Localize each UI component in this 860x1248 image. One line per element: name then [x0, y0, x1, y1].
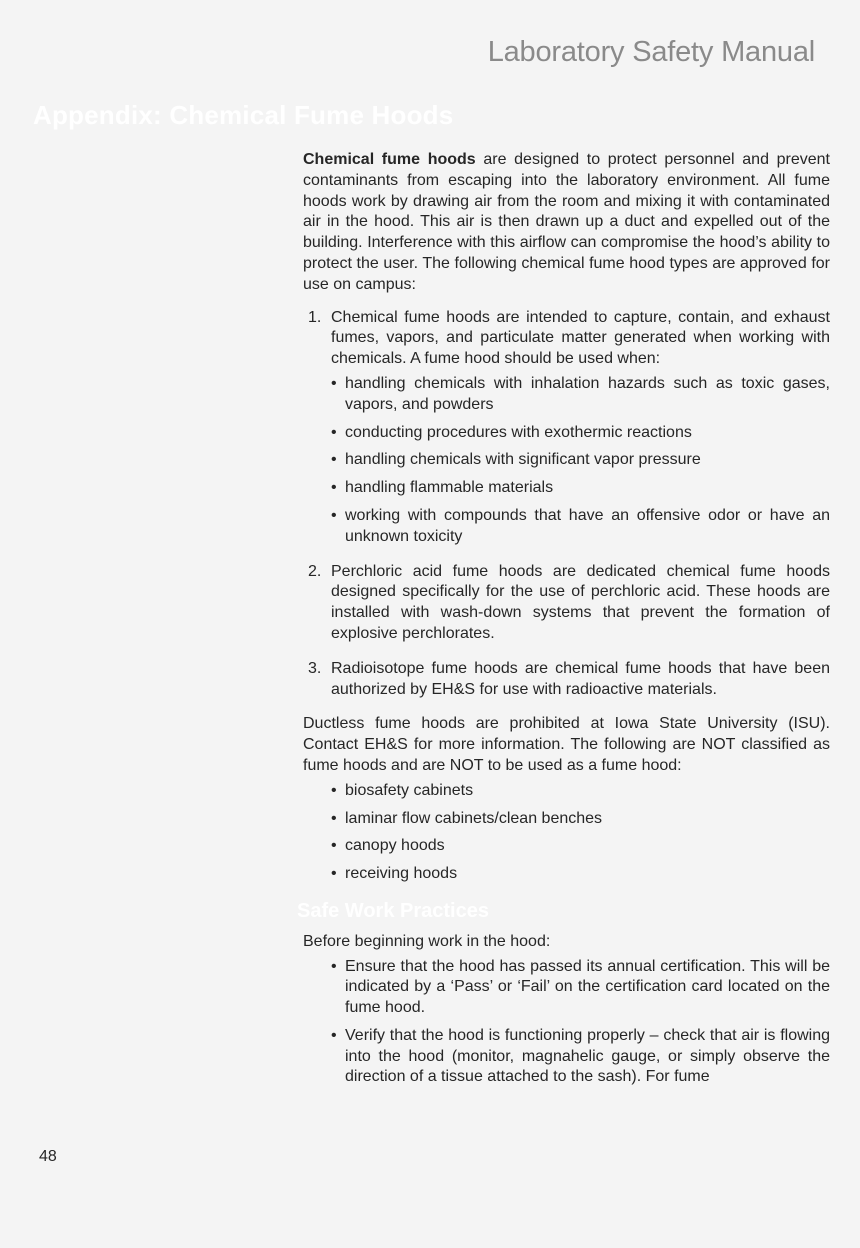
list-item — [331, 809, 830, 830]
list-item — [331, 478, 830, 499]
list-number: 3. — [308, 659, 322, 677]
bullet-icon: • — [331, 1026, 337, 1044]
list-item — [331, 1026, 830, 1088]
hood-types-list — [303, 308, 830, 701]
main-content — [297, 150, 830, 1095]
appendix-title: Appendix: Chemical Fume Hoods — [33, 100, 454, 130]
intro-paragraph — [303, 150, 830, 296]
bullet-text: handling flammable materials — [345, 479, 554, 497]
section-lead: Before beginning work in the hood: — [303, 932, 551, 950]
bullet-icon: • — [331, 374, 337, 392]
hood-type-text: Radioisotope fume hoods are chemical fume hoods that have been authorized by EH&S for use with radioactive materials. — [331, 659, 830, 698]
bullet-icon: • — [331, 781, 337, 799]
bullet-text: conducting procedures with exothermic reactions — [345, 423, 692, 441]
hood-type-item — [303, 659, 830, 701]
list-item — [331, 423, 830, 444]
section-heading: Safe Work Practices — [297, 899, 489, 922]
ductless-paragraph: Ductless fume hoods are prohibited at Iowa State University (ISU). Contact EH&S for more information. The following are NOT classified as fume hoods and are NOT to be used as a fume hood: — [303, 715, 830, 774]
page-number: 48 — [39, 1148, 57, 1165]
intro-term: Chemical fume hoods — [303, 151, 476, 168]
running-header-title: Laboratory Safety Manual — [487, 36, 815, 68]
bullet-icon: • — [331, 957, 337, 975]
bullet-icon: • — [331, 479, 337, 497]
intro-text: are designed to protect personnel and prevent contaminants from escaping into the laboratory environment. All fume hoods work by drawing air from the room and mixing it with contaminated air in the hood. This air is then drawn up a duct and expelled out of the building. Interference with this airflow can compromise the hood’s ability to protect the user. The following chemical fume hood types are approved for use on campus: — [303, 151, 830, 293]
bullet-text: biosafety cabinets — [345, 781, 474, 799]
hood-type-text: Perchloric acid fume hoods are dedicated chemical fume hoods designed specifically for the use of perchloric acid. These hoods are installed with wash-down systems that prevent the formation of explosive perchlorates. — [331, 562, 830, 642]
hood-type-item — [303, 562, 830, 645]
list-item — [331, 374, 830, 416]
usage-bullet-list — [331, 374, 830, 548]
bullet-text: laminar flow cabinets/clean benches — [345, 809, 603, 827]
list-item — [331, 450, 830, 471]
bullet-text: canopy hoods — [345, 837, 445, 855]
list-item — [331, 957, 830, 1019]
bullet-icon: • — [331, 451, 337, 469]
list-item — [331, 836, 830, 857]
list-item — [331, 864, 830, 885]
safe-work-list — [331, 957, 830, 1089]
hood-type-item — [303, 308, 830, 548]
not-fume-hoods-list — [331, 781, 830, 885]
bullet-icon: • — [331, 506, 337, 524]
list-item — [331, 506, 830, 548]
bullet-text: handling chemicals with inhalation hazards such as toxic gases, vapors, and powders — [345, 374, 830, 413]
bullet-text: receiving hoods — [345, 865, 458, 883]
bullet-icon: • — [331, 423, 337, 441]
hood-type-text: Chemical fume hoods are intended to capture, contain, and exhaust fumes, vapors, and particulate matter generated when working with chemicals. A fume hood should be used when: — [331, 308, 830, 368]
bullet-icon: • — [331, 865, 337, 883]
bullet-text: working with compounds that have an offensive odor or have an unknown toxicity — [345, 506, 830, 545]
bullet-icon: • — [331, 809, 337, 827]
list-item — [331, 781, 830, 802]
bullet-text: Verify that the hood is functioning properly – check that air is flowing into the hood (monitor, magnahelic gauge, or simply observe the direction of a tissue attached to the sash). For fume — [345, 1026, 830, 1086]
list-number: 1. — [308, 308, 322, 326]
bullet-icon: • — [331, 837, 337, 855]
bullet-text: handling chemicals with significant vapor pressure — [345, 451, 701, 469]
list-number: 2. — [308, 562, 322, 580]
bullet-text: Ensure that the hood has passed its annual certification. This will be indicated by a ‘Pass’ or ‘Fail’ on the certification card located on the fume hood. — [345, 957, 830, 1017]
